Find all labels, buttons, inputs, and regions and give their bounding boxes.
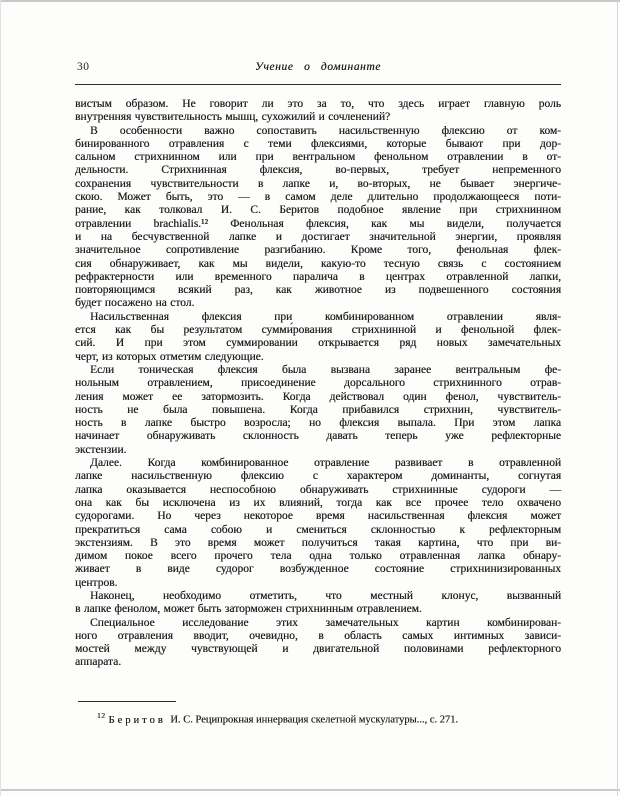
text-line: мостей между чувствующей и двигательной половинами рефлекторного [75, 643, 561, 656]
text-line: рание, как толковал И. С. Беритов подобное явление при стрихнинном [75, 204, 561, 217]
text-line: димом покое всего прочего тела одна только отравленная лапка обнару- [75, 550, 561, 563]
text-line: лапке насильственную флексию с характером доминанты, согнутая [75, 470, 561, 483]
text-line: Специальное исследование этих замечательных картин комбинирован- [90, 616, 561, 629]
page-frame-right [617, 0, 618, 796]
text-line: скою. Может быть, это — в самом деле длительно продолжающееся поти- [75, 191, 561, 204]
text-line: ется как бы результатом сумми́рования стрихнинной и фенольной флек- [75, 324, 561, 337]
text-line: внутренняя чувствительность мышц, сухожилий и сочленений? [75, 111, 391, 124]
page-number: 30 [77, 61, 90, 73]
text-line: живает в виде судорог возбужденное состояние стрихнинизированных [75, 563, 561, 576]
text-line: ного отравления вводит, очевидно, в область самых интимных зависи- [75, 629, 561, 642]
text-line: и на бесчувственной лапке и достигает значительной энергии, проявляя [75, 230, 561, 243]
header-rule [75, 84, 561, 85]
text-line: судорогами. Но через некоторое время насильственная флексия может [75, 510, 561, 523]
text-line: экстензии. [75, 443, 127, 456]
text-line: ность в лапке быстро возросла; но флексия выпала. При этом лапка [75, 417, 561, 430]
body-text [75, 98, 561, 670]
text-line: лапка оказывается неспособною обнаруживать стрихнинные судороги — [75, 483, 561, 496]
text-line: дельности. Стрихнинная флексия, во-первых, требует непременного [75, 164, 561, 177]
text-line: будет посажено на стол. [75, 297, 195, 310]
text-line: сий. И при этом суммировании открывается ряд новых замечательных [75, 337, 561, 350]
page-frame-bottom [0, 789, 620, 791]
footnote-separator [78, 701, 176, 702]
text-line: Далее. Когда комбинированное отравление развивает в отравленной [90, 457, 561, 470]
page-frame-left [0, 0, 1, 796]
text-line: центров. [75, 576, 118, 589]
text-line: прекратиться сама собою и смениться склонностью к рефлекторным [75, 523, 561, 536]
text-line: она как бы исключена из их влияний, тогда как все прочее тело охвачено [75, 496, 561, 509]
text-line: сохранения чувствительности в лапке и, во-вторых, не бывает энергиче- [75, 177, 561, 190]
text-line: ность не была повышена. Когда прибавился стрихнин, чувствитель- [75, 403, 561, 416]
text-line: Наконец, необходимо отметить, что местный клонус, вызванный [90, 589, 561, 602]
text-line: В особенности важно сопоставить насильственную флексию от ком- [90, 124, 561, 137]
text-line: Если тоническая флексия была вызвана заранее вентральным фе- [90, 363, 561, 376]
text-line: ления может ее затормозить. Когда действовал один фенол, чувствитель- [75, 390, 561, 403]
text-line: значительное сопротивление разгибанию. Кроме того, фенольная флек- [75, 244, 561, 257]
text-line: экстензиям. В это время может получиться такая картина, что при ви- [75, 536, 561, 549]
footnote-text: И. С. Реципрокная иннервация скелетной мускулатуры..., с. 271. [170, 714, 459, 726]
text-line: рефрактерности или временного паралича в центрах отравленной лапки, [75, 270, 561, 283]
footnote-author: Беритов [108, 714, 166, 726]
page-frame-top [0, 0, 620, 2]
text-line: начинает обнаруживать склонность давать теперь уже рефлекторные [75, 430, 561, 443]
running-title: Учение о доминанте [255, 61, 381, 73]
text-line: в лапке фенолом, может быть заторможен стрихнинным отравлением. [75, 603, 422, 616]
text-line: аппарата. [75, 656, 122, 669]
text-line: Насильственная флексия при комбинированном отравлении явля- [90, 310, 561, 323]
text-line: бинированного отравления с теми флексиями, которые бывают при дор- [75, 137, 561, 150]
text-line: нольным отравлением, присоединение дорсального стрихнинного отрав- [75, 377, 561, 390]
text-line: повторяющимся всякий раз, как животное из подвешенного состояния [75, 284, 561, 297]
text-line: сия обнаруживает, как мы видели, какую-то тесную связь с состоянием [75, 257, 561, 270]
text-line: сальном стрихнинном или при вентральном фенольном отравлении в от- [75, 151, 561, 164]
footnote-marker: 12 [97, 711, 106, 720]
text-line: черт, из которых отметим следующие. [75, 350, 264, 363]
text-line: вистым образом. Не говорит ли это за то, что здесь играет главную роль [75, 98, 561, 110]
footnote [75, 709, 561, 727]
text-line: отравлении brachialis.¹² Фенольная флексия, как мы видели, получается [75, 217, 561, 230]
